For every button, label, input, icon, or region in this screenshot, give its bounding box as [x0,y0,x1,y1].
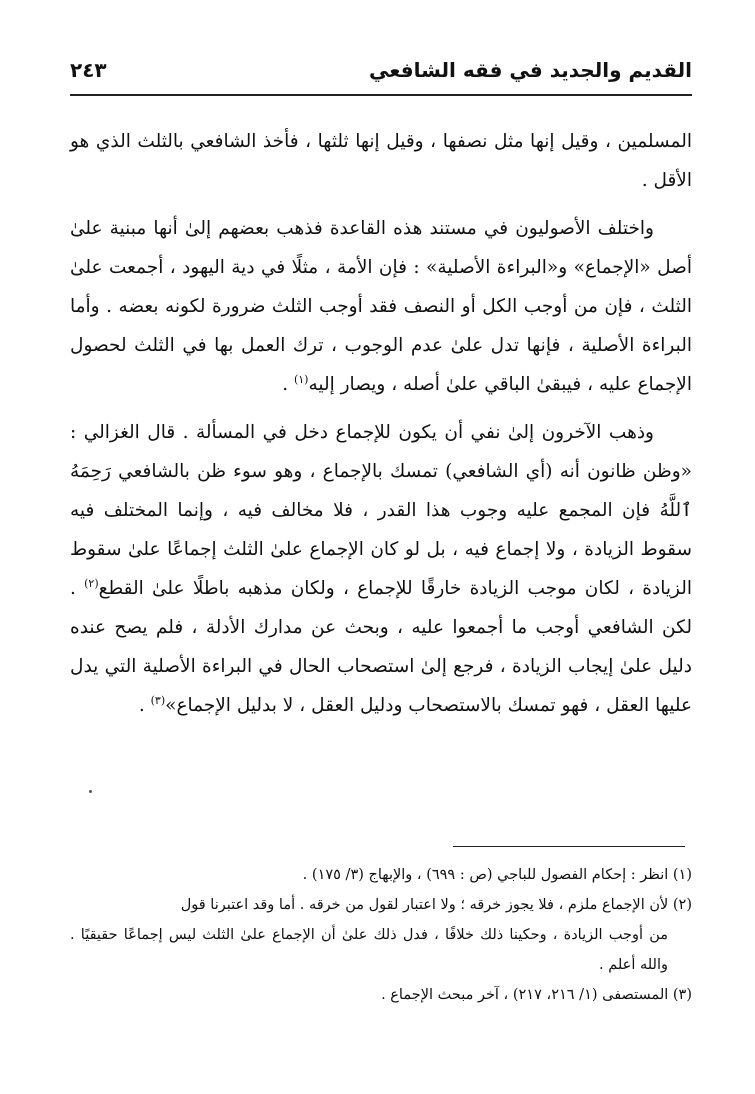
paragraph-3-text-b: . لكن الشافعي أوجب ما أجمعوا عليه ، وبحث عن مدارك الأدلة ، فلم يصح عنده دليل علىٰ إيجاب الزيادة ، فرجع إلىٰ استصحاب الحال في البراءة الأصلية التي يدل عليها العقل ، فهو تمسك بالاستصحاب ودليل العقل ، لا بدليل الإجماع» [70,578,692,716]
paragraph-3-text-a: وذهب الآخرون إلىٰ نفي أن يكون للإجماع دخل في المسألة . قال الغزالي : «وظن ظانون أنه (أي الشافعي) تمسك بالإجماع ، وهو سوء ظن بالشافعي رَحِمَهُ ٱللَّهُ فإن المجمع عليه وجوب هذا القدر ، فلا مخالف فيه ، وإنما المختلف فيه سقوط الزيادة ، ولا إجماع فيه ، بل لو كان الإجماع علىٰ الثلث إجماعًا علىٰ سقوط الزيادة ، لكان موجب الزيادة خارقًا للإجماع ، ولكان مذهبه باطلًا علىٰ القطع [70,422,692,599]
header-rule [70,94,692,96]
footnote-1: (١) انظر : إحكام الفصول للباجي (ص : ٦٩٩) ، والإبهاج (٣/ ١٧٥) . [302,867,692,883]
footnote-ref-2[interactable]: (٢) [84,576,99,590]
paragraph-2 [70,209,692,404]
footnote-3: (٣) المستصفى (١/ ٢١٦، ٢١٧) ، آخر مبحث الإجماع . [381,987,692,1003]
paragraph-3-end: . [138,695,151,716]
page-header [70,52,692,96]
main-text [70,122,692,734]
paragraph-1-text: المسلمين ، وقيل إنها مثل نصفها ، وقيل إنها ثلثها ، فأخذ الشافعي بالثلث الذي هو الأقل . [70,131,692,191]
stray-mark [89,790,92,793]
footnotes [70,860,692,1010]
paragraph-1 [70,122,692,200]
footnote-separator [453,846,685,847]
running-title: القديم والجديد في فقه الشافعي [369,58,692,82]
footnote-2-continued: من أوجب الزيادة ، وحكينا ذلك خلافًا ، فدل ذلك علىٰ أن الإجماع علىٰ الثلث ليس إجماعًا حقيقيًا . والله أعلم . [70,927,668,973]
footnote-2: (٢) لأن الإجماع ملزم ، فلا يجوز خرقه ؛ ولا اعتبار لقول من خرقه . أما وقد اعتبرنا قول [180,897,692,913]
paragraph-2-text: واختلف الأصوليون في مستند هذه القاعدة فذهب بعضهم إلىٰ أنها مبنية علىٰ أصل «الإجماع» و«البراءة الأصلية» : فإن الأمة ، مثلًا في دية اليهود ، أجمعت علىٰ الثلث ، فإن من أوجب الكل أو النصف فقد أوجب الثلث ضرورة لكونه بعضه . وأما البراءة الأصلية ، فإنها تدل علىٰ عدم الوجوب ، ترك العمل بها في الثلث لحصول الإجماع عليه ، فيبقىٰ الباقي علىٰ أصله ، ويصار إليه [70,218,692,395]
footnote-ref-1[interactable]: (١) [293,372,309,386]
paragraph-2-end: . [282,374,294,395]
page-number: ٢٤٣ [70,58,107,82]
footnote-ref-3[interactable]: (٣) [150,693,166,707]
paragraph-3 [70,413,692,725]
